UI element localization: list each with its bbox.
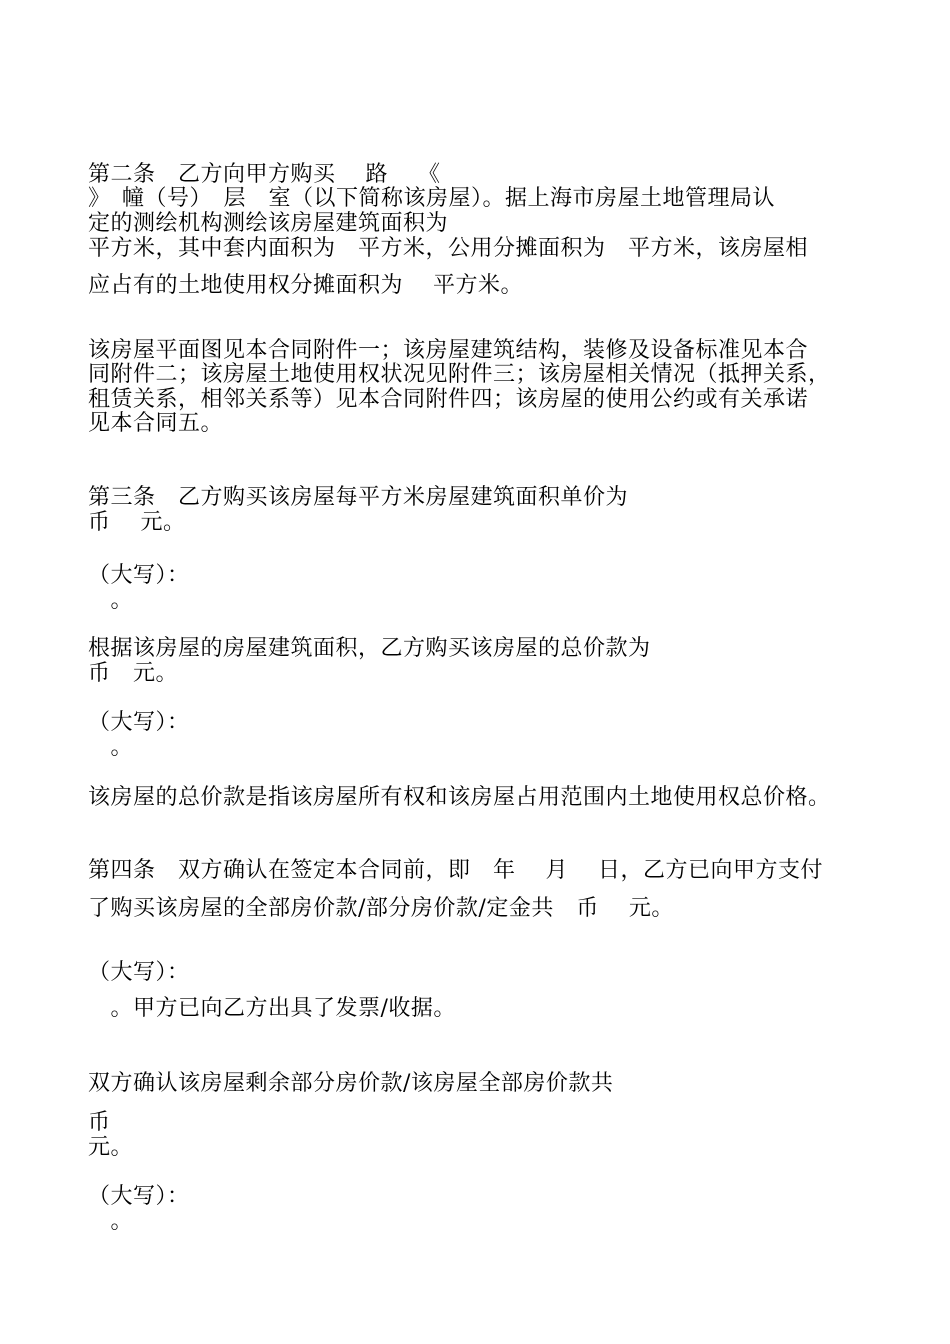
total-price-line-1: 根据该房屋的房屋建筑面积，乙方购买该房屋的总价款为 — [88, 636, 651, 661]
article-3-line-2: 币 元。 — [88, 510, 186, 535]
capital-amount-label-3: （大写）： — [88, 960, 190, 985]
article-4-line-1: 第四条 双方确认在签定本合同前，即 年 月 日，乙方已向甲方支付 — [88, 858, 823, 883]
article-2-line-3: 定的测绘机构测绘该房屋建筑面积为 — [88, 211, 449, 236]
remaining-price-line-1: 双方确认该房屋剩余部分房价款/该房屋全部房价款共 — [88, 1071, 614, 1096]
capital-amount-value-2: 。 — [88, 735, 134, 760]
remaining-price-line-2: 币 — [88, 1110, 111, 1135]
article-4-line-2: 了购买该房屋的全部房价款/部分房价款/定金共 币 元。 — [88, 896, 674, 921]
article-3-line-1: 第三条 乙方购买该房屋每平方米房屋建筑面积单价为 — [88, 485, 629, 510]
capital-amount-value-1: 。 — [88, 588, 134, 613]
total-price-line-2: 币 元。 — [88, 661, 179, 686]
attachments-line-1: 该房屋平面图见本合同附件一；该房屋建筑结构，装修及设备标准见本合 — [88, 338, 809, 363]
article-2-line-4: 平方米，其中套内面积为 平方米，公用分摊面积为 平方米，该房屋相 — [88, 236, 809, 261]
capital-amount-label-2: （大写）： — [88, 710, 190, 735]
attachments-line-4: 见本合同五。 — [88, 411, 224, 436]
invoice-line: 。甲方已向乙方出具了发票/收据。 — [88, 996, 456, 1021]
article-2-line-1: 第二条 乙方向甲方购买 路 《 — [88, 162, 441, 187]
attachments-line-3: 租赁关系，相邻关系等）见本合同附件四；该房屋的使用公约或有关承诺 — [88, 387, 809, 412]
remaining-price-line-3: 元。 — [88, 1135, 134, 1160]
capital-amount-label-1: （大写）： — [88, 563, 190, 588]
capital-amount-value-4: 。 — [88, 1209, 134, 1234]
capital-amount-label-4: （大写）： — [88, 1184, 190, 1209]
article-2-line-2: 》 幢（号） 层 室（以下简称该房屋）。据上海市房屋土地管理局认 — [88, 186, 776, 211]
article-2-line-5: 应占有的土地使用权分摊面积为 平方米。 — [88, 273, 523, 298]
attachments-line-2: 同附件二；该房屋土地使用权状况见附件三；该房屋相关情况（抵押关系， — [88, 362, 831, 387]
total-price-definition: 该房屋的总价款是指该房屋所有权和该房屋占用范围内土地使用权总价格。 — [88, 785, 831, 810]
